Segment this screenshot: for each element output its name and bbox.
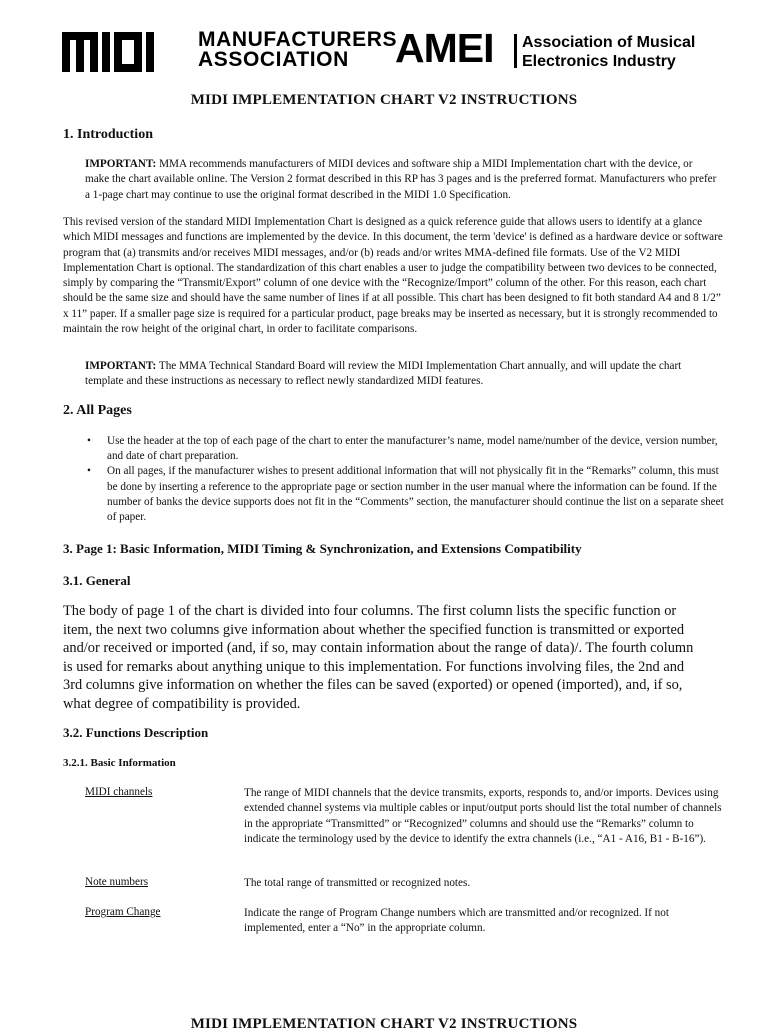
section-3-heading: 3. Page 1: Basic Information, MIDI Timing & Synchronization, and Extensions Compatibility — [63, 541, 582, 556]
section-1-body: This revised version of the standard MIDI Implementation Chart is designed as a quick reference guide that allows users to identify at a glance which MIDI messages and functions are implemented by the device. In this document, the term 'device' is defined as a hardware device or software program that (a) transmits and/or receives MIDI messages, and/or (b) reads and/or writes MMA-defined file formats. Use of the V2 MIDI Implementation Chart is optional. The standardization of this chart enables a user to judge the compatibility between two devices to be connected, simply by comparing the “Transmit/Export” column of one device with the “Recognize/Import” column of the other. For this reason, each chart should be the same size and should have the same number of lines if at all possible. This chart has been designed to fit both standard A4 and 8 1/2” x 11” paper. If a smaller page size is required for a particular product, page breaks may be inserted as necessary, but it is strongly recommended to maintain the row height of the original chart, in order to facilitate comparisons. — [63, 216, 723, 336]
definition-text-program-change: Indicate the range of Program Change numbers which are transmitted and/or recognized. If not implemented, enter a “No” in the appropriate column. — [244, 907, 669, 935]
section-2-bullet-list — [83, 434, 727, 525]
amei-name: Association of Musical Electronics Industry — [522, 34, 696, 70]
definition-term-note-numbers: Note numbers — [85, 876, 149, 888]
section-3-1-heading: 3.1. General — [63, 573, 131, 588]
important-label: IMPORTANT: — [85, 158, 157, 170]
section-3-2-heading: 3.2. Functions Description — [63, 725, 209, 740]
section-1-heading: 1. Introduction — [63, 127, 153, 142]
definition-term-program-change: Program Change — [85, 906, 161, 918]
list-item: • On all pages, if the manufacturer wishes to present additional information that will not physically fit in the “Remarks” column, this must be done by inserting a reference to the appropriate page or section number in the user manual where the information can be found. If the number of banks the device supports does not fit in the “Comments” section, the manufacturer should continue the list on a separate sheet of paper. — [87, 465, 724, 524]
amei-divider — [514, 34, 517, 68]
bullet-icon: • — [87, 465, 91, 478]
amei-logo: AMEI — [395, 25, 494, 71]
definition-text-midi-channels: The range of MIDI channels that the device transmits, exports, responds to, and/or imports. Devices using extended channel systems via multiple cables or input/output ports should list the total number of channels in the appropriate “Transmitted” or “Recognized” columns and should use the “Remarks” column to indicate the terminology used by the device to identify the extra channels (i.e., “A1 - A16, B1 - B-16”). — [244, 787, 722, 846]
section-3-1-body: The body of page 1 of the chart is divided into four columns. The first column lists the specific function or item, the next two columns give information about whether the specified function is transmitted or exported and/or received or imported (and, if so, may contain information about the range of data)/. The fourth column is used for remarks about anything unique to this implementation. For functions involving files, the 2nd and 3rd columns give information on whether the files can be saved (exported) or opened (imported), and, if so, what degree of compatibility is provided. — [63, 603, 694, 712]
midi-logo — [62, 32, 190, 72]
important-label: IMPORTANT: — [85, 360, 157, 372]
definition-term-midi-channels: MIDI channels — [85, 786, 153, 798]
header-logos — [62, 25, 722, 74]
definition-text-note-numbers: The total range of transmitted or recognized notes. — [244, 877, 471, 889]
list-item: • Use the header at the top of each page of the chart to enter the manufacturer’s name, model name/number of the device, version number, and date of chart preparation. — [87, 435, 718, 463]
bullet-icon: • — [87, 435, 91, 447]
document-title: MIDI IMPLEMENTATION CHART V2 INSTRUCTIONS — [190, 92, 578, 108]
section-3-2-1-heading: 3.2.1. Basic Information — [63, 757, 176, 769]
section-2-heading: 2. All Pages — [63, 403, 132, 418]
mma-name: MANUFACTURERS ASSOCIATION — [198, 28, 398, 71]
important-note-1: IMPORTANT: MMA recommends manufacturers of MIDI devices and software ship a MIDI Implementation chart with the device, or make the chart available online. The Version 2 format described in this RP has 3 pages and is the preferred format. Manufacturers who prefer a 1-page chart may continue to use the original format described in the MIDI 1.0 Specification. — [85, 158, 717, 201]
next-page-title: MIDI IMPLEMENTATION CHART V2 INSTRUCTIONS — [190, 1016, 578, 1032]
important-note-2: IMPORTANT: The MMA Technical Standard Board will review the MIDI Implementation Chart annually, and will update the chart template and these instructions as necessary to reflect newly standardized MIDI features. — [85, 360, 682, 388]
